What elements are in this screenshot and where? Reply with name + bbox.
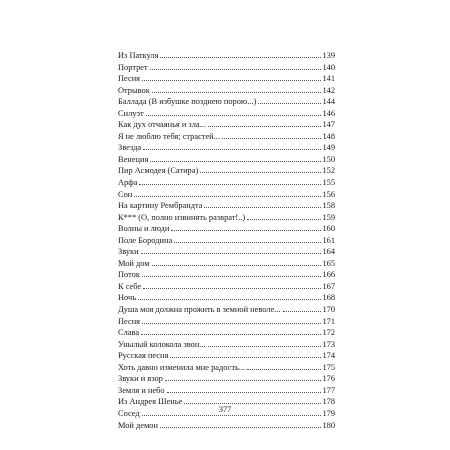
toc-entry xyxy=(118,258,335,270)
toc-entry xyxy=(118,362,335,374)
toc-entry-title: Хоть давно изменила мне радость... xyxy=(118,362,246,372)
toc-entry-page: 178 xyxy=(322,397,335,407)
toc-dot-leader xyxy=(171,230,321,231)
toc-dot-leader xyxy=(139,184,321,185)
toc-entry-page: 177 xyxy=(322,385,335,395)
toc-dot-leader xyxy=(165,380,322,381)
toc-dot-leader xyxy=(150,161,321,162)
toc-entry-page: 168 xyxy=(322,293,335,303)
toc-entry xyxy=(118,235,335,247)
toc-dot-leader xyxy=(152,265,322,266)
toc-entry-page: 148 xyxy=(322,131,335,141)
toc-entry-page: 147 xyxy=(322,120,335,130)
toc-entry xyxy=(118,131,335,143)
toc-dot-leader xyxy=(170,357,321,358)
toc-entry-title: Душа моя должна прожить в земной неволе... xyxy=(118,305,281,315)
toc-entry-title: Унылый колокола звон... xyxy=(118,339,206,349)
toc-dot-leader xyxy=(208,126,322,127)
toc-entry-page: 172 xyxy=(322,328,335,338)
toc-entry-title: Ночь xyxy=(118,293,137,303)
toc-entry-page: 167 xyxy=(322,281,335,291)
toc-entry-title: Земля и небо xyxy=(118,385,165,395)
toc-entry-title: Портрет xyxy=(118,62,148,72)
toc-entry-page: 175 xyxy=(322,362,335,372)
toc-entry-page: 140 xyxy=(322,62,335,72)
toc-entry-title: К*** (О, полно извинять разврат!..) xyxy=(118,212,246,222)
toc-entry-title: Сосед xyxy=(118,408,140,418)
toc-entry xyxy=(118,385,335,397)
toc-entry-title: Песня xyxy=(118,316,141,326)
toc-entry-page: 150 xyxy=(322,154,335,164)
toc-entry-page: 158 xyxy=(322,201,335,211)
toc-entry-page: 179 xyxy=(322,408,335,418)
toc-entry-title: Мой дом xyxy=(118,258,150,268)
toc-dot-leader xyxy=(142,276,322,277)
toc-dot-leader xyxy=(204,207,321,208)
toc-entry-page: 156 xyxy=(322,189,335,199)
toc-entry-page: 141 xyxy=(322,74,335,84)
toc-entry xyxy=(118,373,335,385)
toc-entry-page: 149 xyxy=(322,143,335,153)
toc-dot-leader xyxy=(258,103,321,104)
toc-entry-title: Из Паткуля xyxy=(118,51,159,60)
table-of-contents xyxy=(118,50,335,431)
toc-entry xyxy=(118,119,335,131)
toc-entry-title: Сон xyxy=(118,189,133,199)
toc-entry-page: 173 xyxy=(322,339,335,349)
toc-entry xyxy=(118,223,335,235)
toc-entry-page: 155 xyxy=(322,178,335,188)
toc-entry-title: На картину Рембрандта xyxy=(118,201,203,211)
toc-entry-page: 152 xyxy=(322,166,335,176)
toc-entry xyxy=(118,142,335,154)
page-number: 377 xyxy=(218,405,232,414)
toc-dot-leader xyxy=(222,138,322,139)
toc-entry-title: Звуки и взор xyxy=(118,374,163,384)
toc-entry xyxy=(118,292,335,304)
toc-entry-page: 142 xyxy=(322,85,335,95)
toc-entry-title: Как дух отчаянья и зла... xyxy=(118,120,206,130)
toc-entry xyxy=(118,177,335,189)
toc-entry xyxy=(118,316,335,328)
toc-entry xyxy=(118,50,335,62)
toc-dot-leader xyxy=(143,288,321,289)
toc-entry-page: 144 xyxy=(322,97,335,107)
toc-entry-title: Баллада (В избушке позднею порою...) xyxy=(118,97,257,107)
toc-dot-leader xyxy=(160,57,321,58)
toc-entry xyxy=(118,189,335,201)
toc-entry-page: 165 xyxy=(322,258,335,268)
toc-entry-page: 180 xyxy=(322,420,335,430)
toc-dot-leader xyxy=(146,115,322,116)
toc-dot-leader xyxy=(152,92,322,93)
toc-entry-title: Поле Бородина xyxy=(118,235,173,245)
toc-dot-leader xyxy=(283,311,322,312)
toc-dot-leader xyxy=(142,415,322,416)
toc-entry-title: Звезда xyxy=(118,143,142,153)
toc-entry-title: Венеция xyxy=(118,154,149,164)
toc-entry xyxy=(118,350,335,362)
toc-dot-leader xyxy=(208,346,322,347)
toc-entry-page: 164 xyxy=(322,247,335,257)
toc-entry-title: Поток xyxy=(118,270,140,280)
toc-entry xyxy=(118,62,335,74)
toc-entry-page: 171 xyxy=(322,316,335,326)
toc-entry xyxy=(118,212,335,224)
toc-entry-title: Песня xyxy=(118,74,141,84)
toc-dot-leader xyxy=(141,253,322,254)
toc-entry xyxy=(118,154,335,166)
toc-entry-title: Мой демон xyxy=(118,420,158,430)
toc-entry-title: Арфа xyxy=(118,178,138,188)
toc-dot-leader xyxy=(160,427,321,428)
toc-dot-leader xyxy=(200,172,321,173)
toc-entry xyxy=(118,165,335,177)
toc-dot-leader xyxy=(174,242,321,243)
toc-entry-title: Отрывок xyxy=(118,85,150,95)
toc-dot-leader xyxy=(142,323,321,324)
toc-entry-page: 170 xyxy=(322,305,335,315)
toc-entry xyxy=(118,200,335,212)
toc-entry-page: 174 xyxy=(322,351,335,361)
toc-entry-title: Звуки xyxy=(118,247,139,257)
toc-dot-leader xyxy=(138,299,321,300)
toc-entry xyxy=(118,73,335,85)
toc-entry xyxy=(118,108,335,120)
toc-entry-title: Я не люблю тебя; страстей... xyxy=(118,131,220,141)
toc-dot-leader xyxy=(141,334,321,335)
toc-entry xyxy=(118,246,335,258)
toc-entry-page: 176 xyxy=(322,374,335,384)
toc-dot-leader xyxy=(143,149,321,150)
toc-entry xyxy=(118,339,335,351)
toc-entry xyxy=(118,304,335,316)
toc-dot-leader xyxy=(247,219,321,220)
toc-entry-title: Волны и люди xyxy=(118,224,170,234)
toc-entry xyxy=(118,269,335,281)
toc-entry-page: 161 xyxy=(322,235,335,245)
toc-entry-page: 159 xyxy=(322,212,335,222)
toc-entry-title: К себе xyxy=(118,281,142,291)
toc-dot-leader xyxy=(247,369,321,370)
toc-entry-title: Русская песня xyxy=(118,351,169,361)
toc-entry xyxy=(118,96,335,108)
toc-entry xyxy=(118,327,335,339)
toc-entry-page: 166 xyxy=(322,270,335,280)
toc-entry xyxy=(118,420,335,432)
toc-entry-title: Из Андрея Шенье xyxy=(118,397,183,407)
toc-entry-page: 160 xyxy=(322,224,335,234)
toc-dot-leader xyxy=(134,196,321,197)
toc-entry-page: 146 xyxy=(322,108,335,118)
toc-dot-leader xyxy=(142,80,321,81)
toc-entry-title: Пир Асмодея (Сатира) xyxy=(118,166,199,176)
toc-entry xyxy=(118,281,335,293)
toc-entry-title: Слава xyxy=(118,328,140,338)
toc-entry-title: Силуэт xyxy=(118,108,144,118)
toc-entry-page: 139 xyxy=(322,51,335,60)
toc-dot-leader xyxy=(150,69,322,70)
toc-entry xyxy=(118,85,335,97)
toc-dot-leader xyxy=(167,392,322,393)
